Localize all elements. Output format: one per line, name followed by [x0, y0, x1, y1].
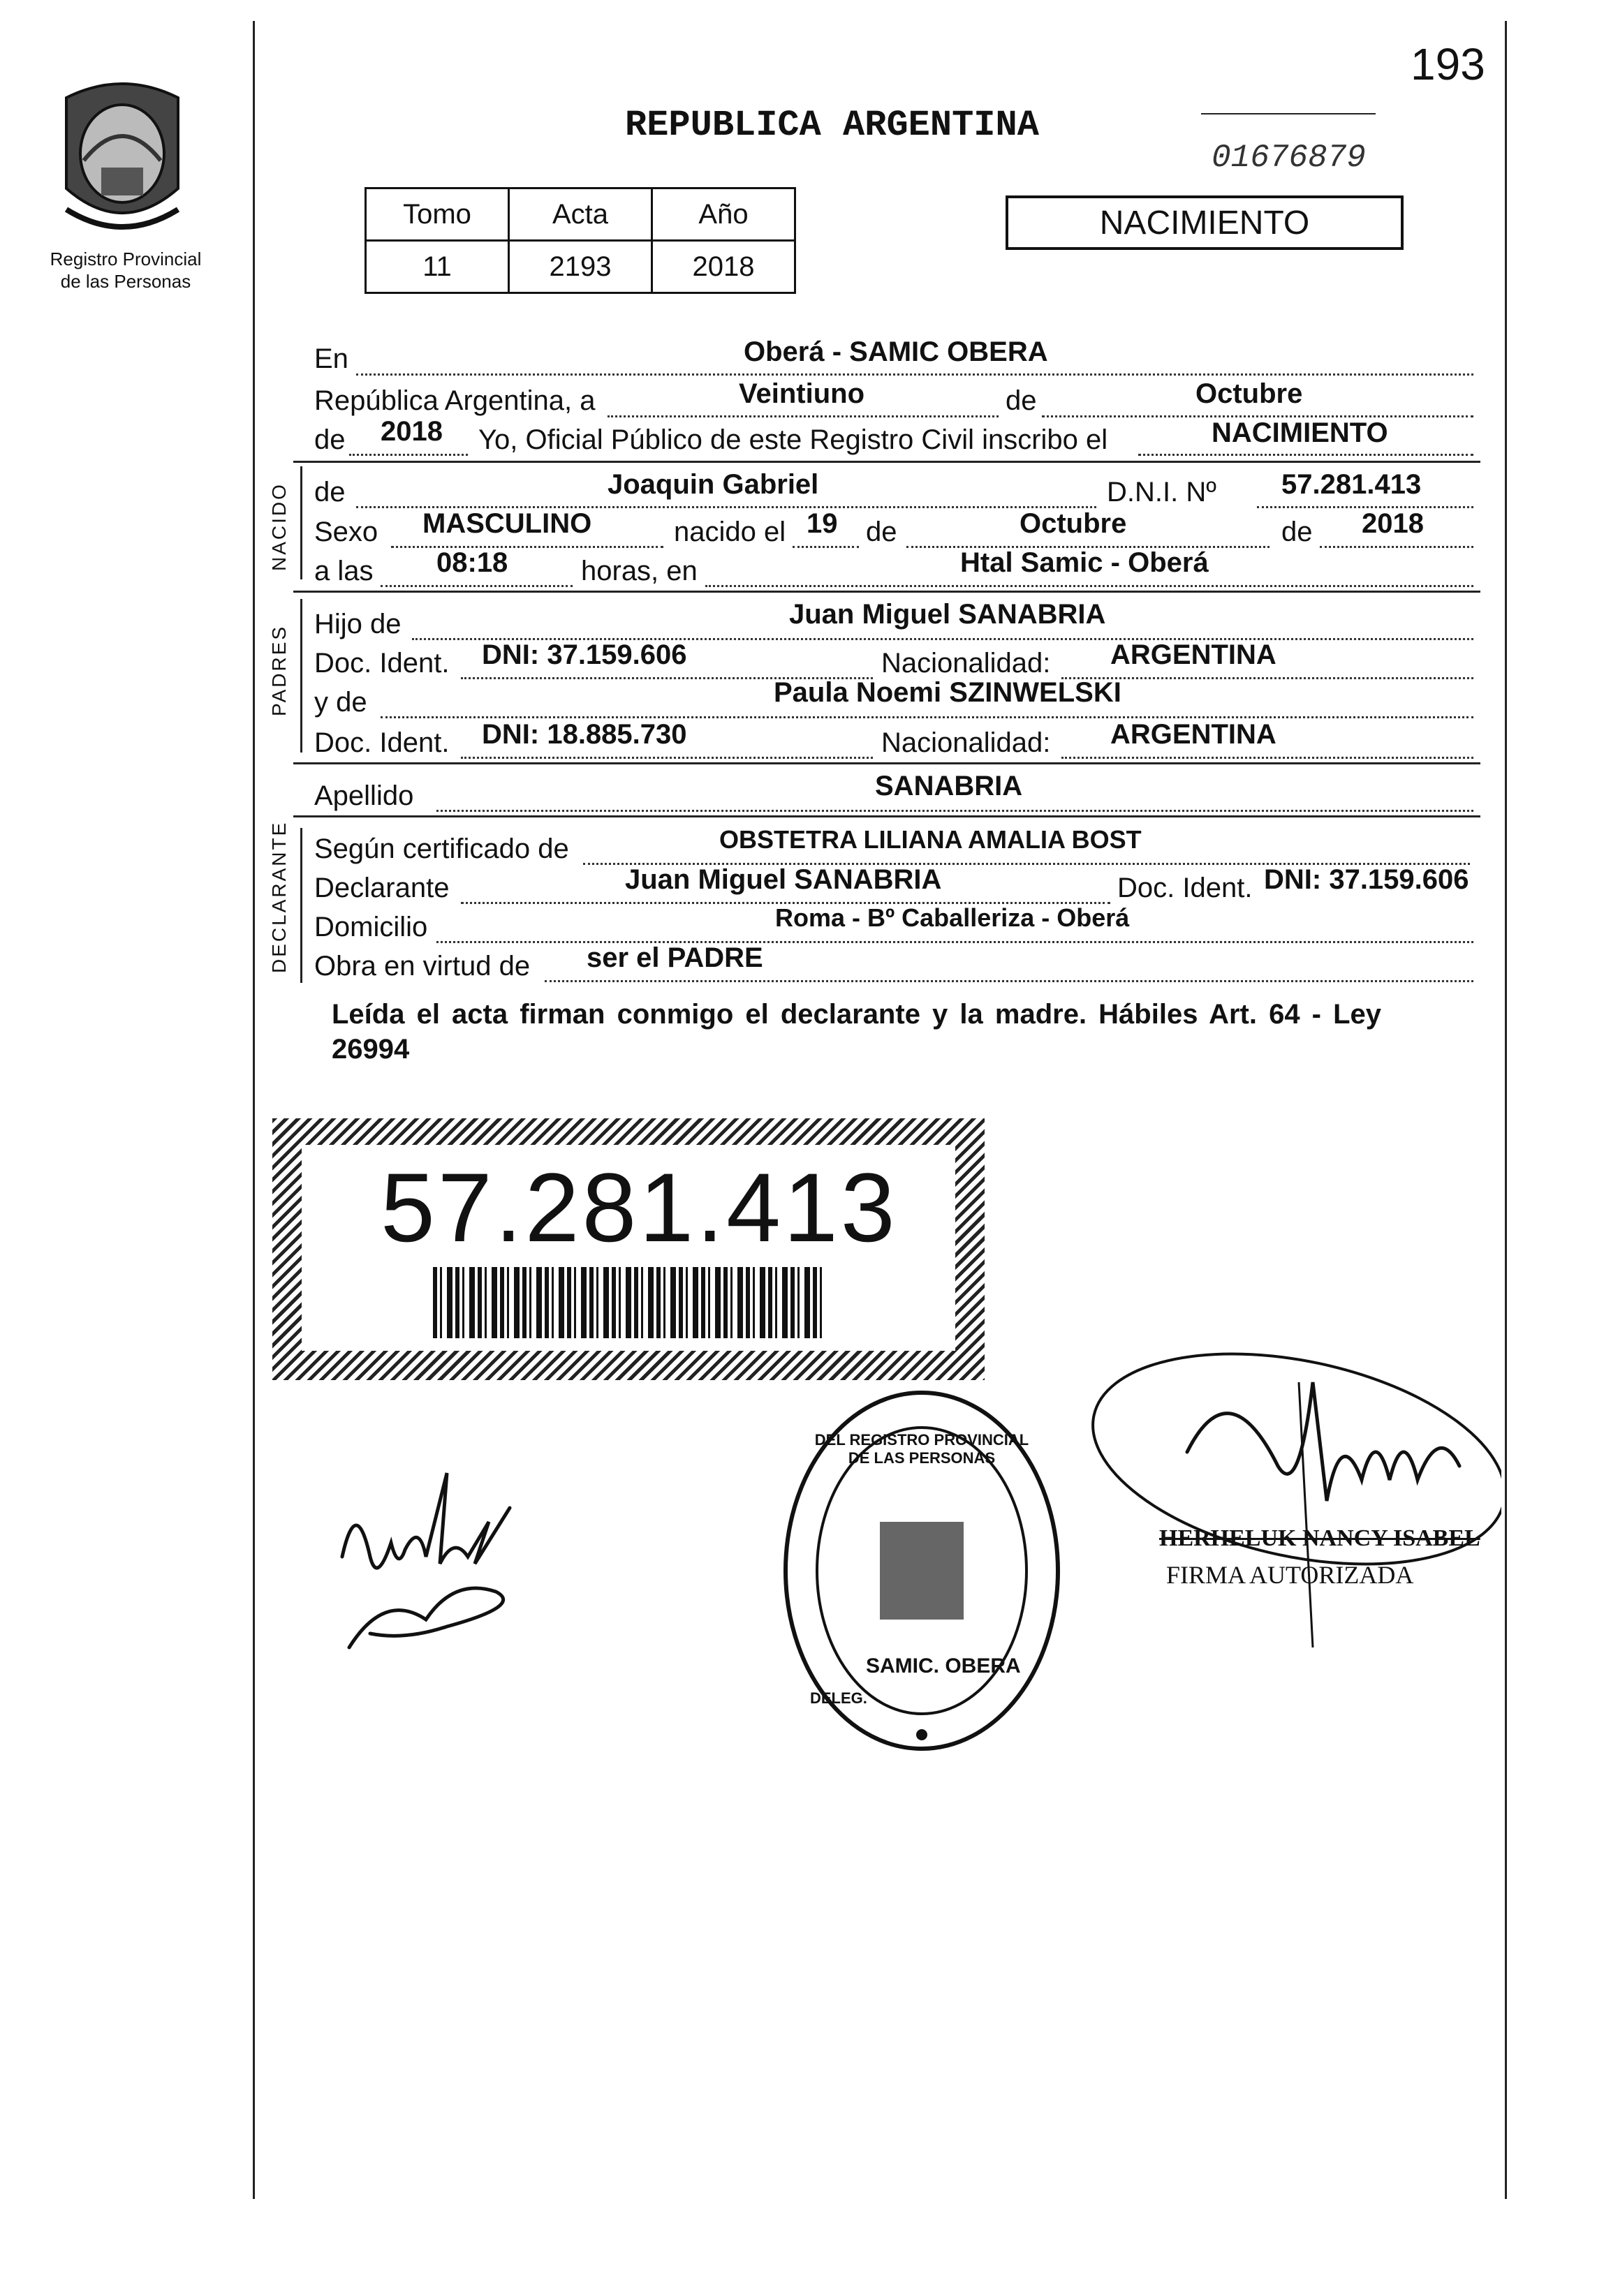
officer-text: Yo, Oficial Público de este Registro Civil inscribo el: [478, 424, 1108, 455]
nacionalidad-label: Nacionalidad:: [881, 648, 1051, 679]
declarante-name-value: Juan Miguel SANABRIA: [625, 864, 942, 895]
birth-year-value: 2018: [1362, 508, 1424, 539]
section-bracket: [300, 599, 302, 753]
mother-nationality-value: ARGENTINA: [1110, 719, 1276, 750]
de-label: de: [1281, 517, 1313, 547]
de-label: de: [1006, 385, 1037, 416]
section-divider: [293, 762, 1480, 764]
section-bracket: [300, 466, 302, 579]
closing-text: Leída el acta firman conmigo el declarante y la madre. Hábiles Art. 64 - Ley 26994: [332, 999, 1382, 1065]
mother-doc-value: DNI: 18.885.730: [482, 719, 687, 750]
mother-name-value: Paula Noemi SZINWELSKI: [774, 677, 1121, 708]
official-round-stamp: [775, 1382, 1068, 1759]
authorized-caption: FIRMA AUTORIZADA: [1166, 1561, 1414, 1589]
sexo-label: Sexo: [314, 517, 378, 547]
left-margin-line: [253, 21, 255, 2199]
table-header: Tomo: [366, 188, 509, 241]
table-cell: 2018: [652, 241, 795, 293]
dni-label: D.N.I. Nº: [1107, 477, 1216, 508]
doc-ident-label: Doc. Ident.: [314, 727, 450, 758]
stamp-ring-text: DEL REGISTRO PROVINCIAL DE LAS PERSONAS: [814, 1431, 1029, 1467]
registry-name: Registro Provincial de las Personas: [50, 249, 202, 292]
padres-section-label: PADRES: [268, 624, 290, 716]
year-prefix-label: de: [314, 424, 346, 455]
stamp-inner-text: SAMIC. OBERA: [866, 1654, 1021, 1677]
dotted-line: [356, 373, 1473, 376]
nacido-section-label: NACIDO: [268, 482, 290, 571]
dotted-line: [349, 454, 468, 456]
certificado-label: Según certificado de: [314, 834, 569, 864]
table-header: Año: [652, 188, 795, 241]
authorized-name: HERHELUK NANCY ISABEL: [1159, 1525, 1480, 1551]
a-las-label: a las: [314, 556, 374, 586]
page-number: 193: [1411, 39, 1485, 89]
table-cell: 11: [366, 241, 509, 293]
dotted-line: [391, 546, 663, 548]
birth-month-value: Octubre: [1020, 508, 1127, 539]
dotted-line: [381, 716, 1473, 718]
father-nationality-value: ARGENTINA: [1110, 639, 1276, 670]
dni-number: 57.281.413: [381, 1153, 898, 1262]
birth-place-value: Htal Samic - Oberá: [960, 547, 1209, 578]
apellido-value: SANABRIA: [875, 771, 1023, 801]
birth-day-value: 19: [807, 508, 838, 539]
domicilio-value: Roma - Bº Caballeriza - Oberá: [775, 903, 1130, 932]
section-divider: [293, 591, 1480, 593]
dotted-line: [1138, 454, 1473, 456]
stamp-outer-text: DELEG.: [810, 1689, 867, 1707]
en-label: En: [314, 343, 348, 374]
declarante-section-label: DECLARANTE: [268, 820, 290, 973]
dotted-line: [793, 546, 859, 548]
father-name-value: Juan Miguel SANABRIA: [789, 599, 1106, 630]
dotted-line: [705, 585, 1473, 587]
declarante-label: Declarante: [314, 873, 450, 903]
horas-label: horas, en: [581, 556, 698, 586]
document-title: REPUBLICA ARGENTINA: [625, 105, 1039, 146]
declarante-signature: [328, 1452, 566, 1661]
nacionalidad-label: Nacionalidad:: [881, 727, 1051, 758]
barcode-icon: [433, 1267, 824, 1338]
birth-time-value: 08:18: [436, 547, 508, 578]
section-bracket: [300, 828, 302, 983]
de-label: de: [866, 517, 897, 547]
serial-number: 01676879: [1212, 140, 1366, 176]
obra-label: Obra en virtud de: [314, 951, 531, 982]
domicilio-label: Domicilio: [314, 912, 428, 942]
month-value: Octubre: [1195, 378, 1303, 409]
dotted-line: [381, 585, 573, 587]
child-name-value: Joaquin Gabriel: [608, 469, 819, 500]
year-value: 2018: [381, 416, 443, 447]
declarante-doc-value: DNI: 37.159.606: [1264, 864, 1469, 895]
table-cell: 2193: [509, 241, 652, 293]
apellido-label: Apellido: [314, 780, 414, 811]
record-type-label: NACIMIENTO: [1099, 205, 1310, 242]
dotted-line: [436, 810, 1473, 812]
act-type-value: NACIMIENTO: [1212, 417, 1388, 448]
authorized-signature: [1047, 1340, 1501, 1647]
dotted-line: [461, 757, 873, 759]
dotted-line: [1320, 546, 1473, 548]
dotted-line: [608, 415, 999, 417]
dotted-line: [545, 980, 1473, 982]
doc-ident-label: Doc. Ident.: [314, 648, 450, 679]
tomo-acta-ano-table: [365, 187, 796, 294]
hijo-de-label: Hijo de: [314, 609, 402, 639]
dotted-line: [1061, 757, 1473, 759]
obra-value: ser el PADRE: [587, 942, 763, 973]
record-type-box: [1006, 195, 1404, 250]
child-dni-value: 57.281.413: [1281, 469, 1422, 500]
doc-ident-label: Doc. Ident.: [1117, 873, 1253, 903]
republica-label: República Argentina, a: [314, 385, 596, 416]
de-label: de: [314, 477, 346, 508]
day-value: Veintiuno: [739, 378, 864, 409]
nacido-el-label: nacido el: [674, 517, 786, 547]
y-de-label: y de: [314, 687, 367, 718]
father-doc-value: DNI: 37.159.606: [482, 639, 687, 670]
certificado-value: OBSTETRA LILIANA AMALIA BOST: [719, 825, 1142, 854]
sexo-value: MASCULINO: [422, 508, 592, 539]
place-value: Oberá - SAMIC OBERA: [744, 336, 1048, 367]
serial-underline: [1201, 113, 1376, 114]
table-header: Acta: [509, 188, 652, 241]
dotted-line: [1061, 677, 1473, 679]
section-divider: [293, 461, 1480, 463]
province-seal-icon: [52, 70, 192, 244]
right-margin-line: [1505, 21, 1507, 2199]
section-divider: [293, 815, 1480, 817]
